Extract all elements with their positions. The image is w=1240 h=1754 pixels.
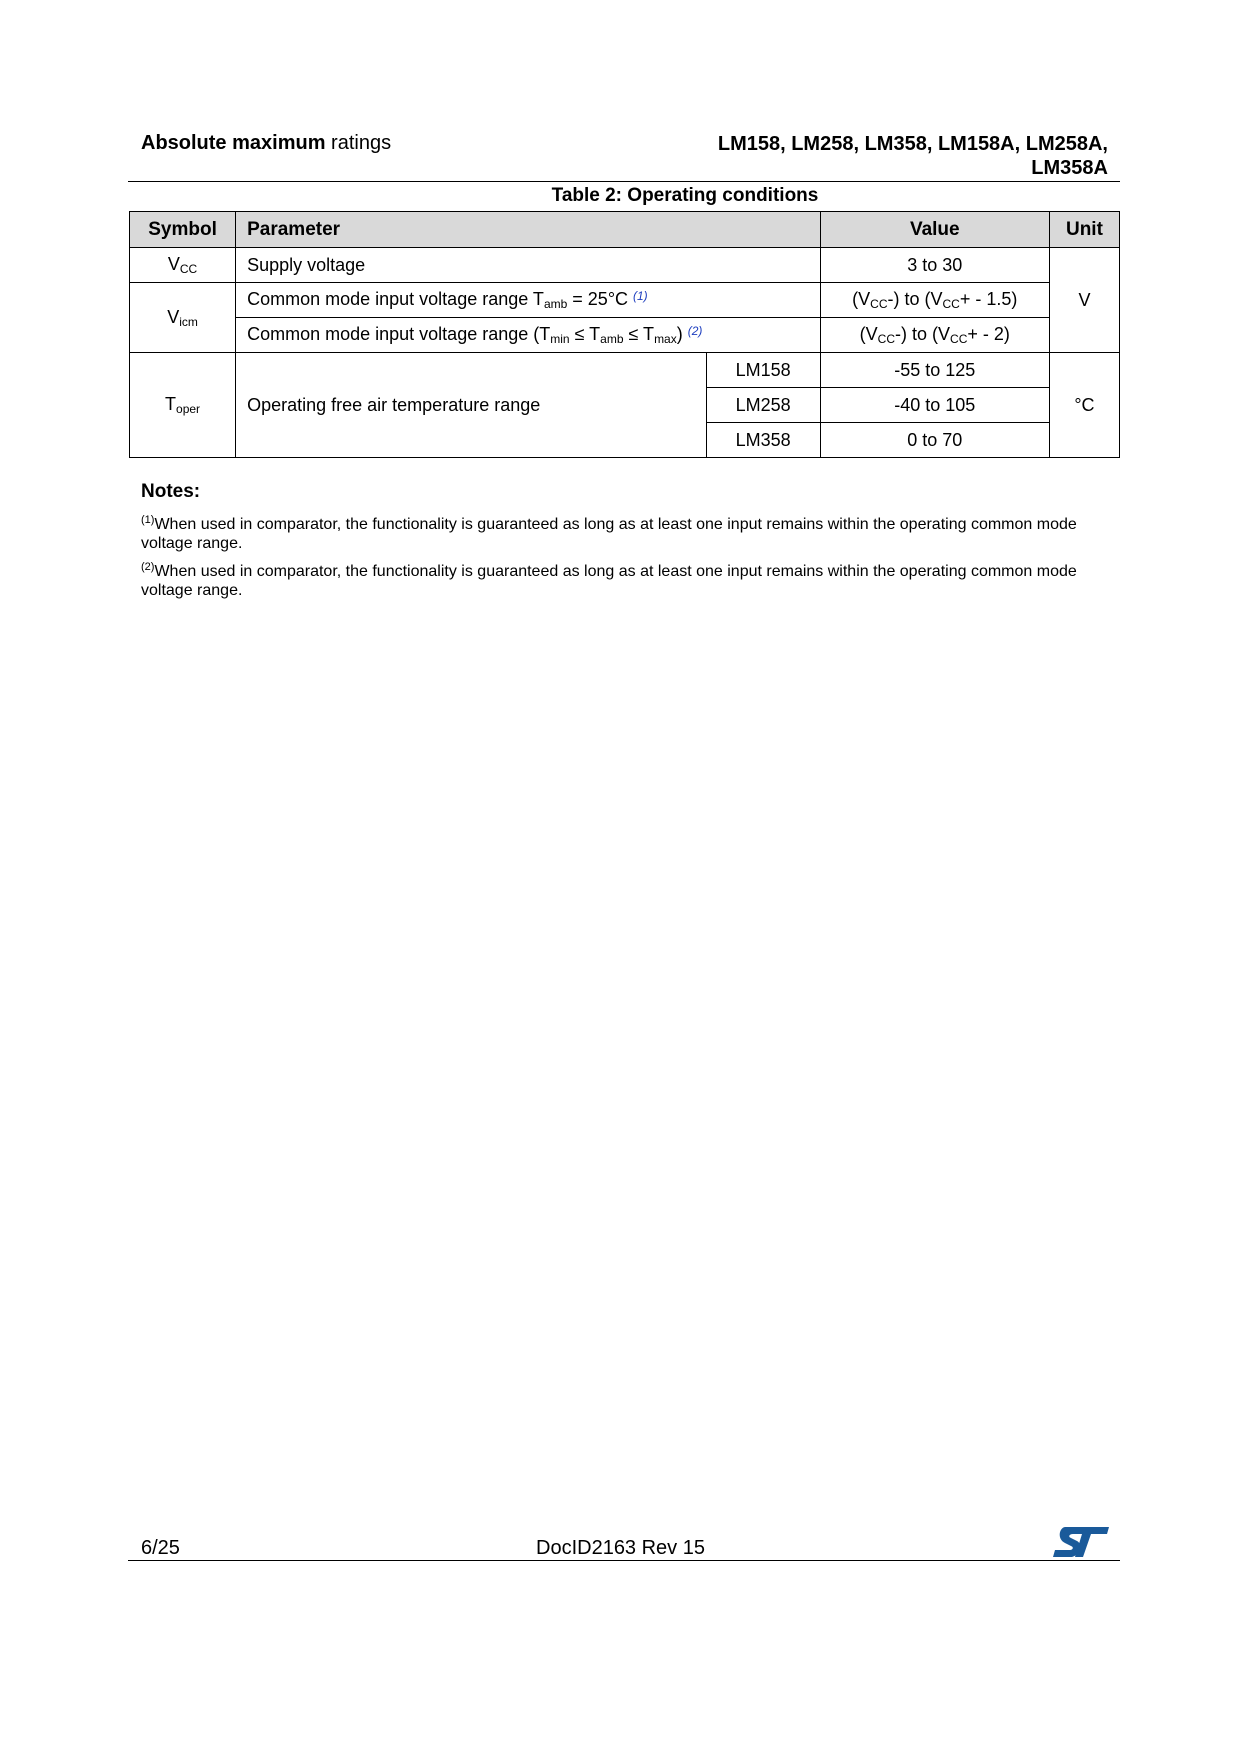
text: Common mode input voltage range (T xyxy=(247,324,551,344)
product-title-line1: LM158, LM258, LM358, LM158A, LM258A, xyxy=(717,133,1108,155)
symbol-main: V xyxy=(167,306,180,327)
device-name: LM158 xyxy=(706,353,820,388)
symbol-main: T xyxy=(165,394,177,414)
text: ≤ T xyxy=(569,324,601,344)
text: ) xyxy=(676,324,688,344)
parameter-supply-voltage: Supply voltage xyxy=(236,248,821,283)
unit-voltage: V xyxy=(1049,248,1119,353)
table-row xyxy=(130,283,1120,318)
st-logo-icon xyxy=(1051,1525,1111,1559)
doc-id: DocID2163 Rev 15 xyxy=(536,1537,705,1559)
text: + - 2) xyxy=(967,324,1010,344)
device-name: LM358 xyxy=(706,423,820,458)
section-title-rest: ratings xyxy=(325,132,392,154)
header-symbol: Symbol xyxy=(130,212,236,248)
text: -) to (V xyxy=(895,324,951,344)
parameter-cm-range-full xyxy=(236,318,821,353)
text-sub: CC xyxy=(942,297,960,311)
text-sub: max xyxy=(654,332,677,346)
note-marker: (1) xyxy=(141,514,155,526)
text: ≤ T xyxy=(623,324,655,344)
text: Common mode input voltage range T xyxy=(247,289,544,309)
device-value: 0 to 70 xyxy=(820,423,1049,458)
unit-temperature: °C xyxy=(1049,353,1119,458)
text: + - 1.5) xyxy=(959,289,1018,309)
product-title xyxy=(588,132,1108,180)
notes-title: Notes: xyxy=(141,481,201,502)
device-name: LM258 xyxy=(706,388,820,423)
text-sub: CC xyxy=(877,332,896,346)
note-text: When used in comparator, the functionality is guaranteed as long as at least one input remains within the operating common mode voltage range. xyxy=(141,516,1077,552)
device-value: -40 to 105 xyxy=(820,388,1049,423)
text-sub: CC xyxy=(870,297,888,311)
symbol-sub: icm xyxy=(179,314,198,329)
header-unit: Unit xyxy=(1049,212,1119,248)
device-value: -55 to 125 xyxy=(820,353,1049,388)
section-title-bold: Absolute maximum xyxy=(141,132,326,154)
symbol-toper xyxy=(130,353,236,458)
table-header-row xyxy=(130,212,1120,248)
text: (V xyxy=(859,324,878,344)
value-supply-voltage: 3 to 30 xyxy=(820,248,1049,283)
symbol-main: V xyxy=(167,254,180,274)
header-value: Value xyxy=(820,212,1049,248)
symbol-sub: oper xyxy=(176,402,201,416)
footer-rule xyxy=(128,1560,1120,1561)
note-ref-link[interactable]: (2) xyxy=(687,324,703,338)
product-title-line2: LM358A xyxy=(1031,157,1108,179)
header-rule xyxy=(128,181,1120,182)
note-2 xyxy=(141,558,1101,600)
table-title: Table 2: Operating conditions xyxy=(551,185,819,206)
table-row xyxy=(130,353,1120,388)
section-title xyxy=(141,132,391,155)
parameter-temperature-range: Operating free air temperature range xyxy=(236,353,706,458)
table-row xyxy=(130,318,1120,353)
note-ref-link[interactable]: (1) xyxy=(633,289,648,303)
text-sub: amb xyxy=(600,332,624,346)
note-text: When used in comparator, the functionality is guaranteed as long as at least one input remains within the operating common mode voltage range. xyxy=(141,563,1077,599)
symbol-sub: CC xyxy=(179,262,198,276)
text-sub: min xyxy=(550,332,570,346)
header-parameter: Parameter xyxy=(236,212,821,248)
note-marker: (2) xyxy=(141,561,155,573)
value-cm-range-full xyxy=(820,318,1049,353)
symbol-vcc xyxy=(130,248,236,283)
text: = 25°C xyxy=(567,289,634,309)
note-1 xyxy=(141,511,1101,553)
value-cm-range-25c xyxy=(820,283,1049,318)
text-sub: CC xyxy=(950,332,968,346)
operating-conditions-table xyxy=(129,211,1120,458)
page-number: 6/25 xyxy=(141,1537,180,1559)
text: -) to (V xyxy=(887,289,943,309)
symbol-vicm xyxy=(130,283,236,353)
text: (V xyxy=(852,289,871,309)
text-sub: amb xyxy=(543,297,568,311)
table-row xyxy=(130,248,1120,283)
parameter-cm-range-25c xyxy=(236,283,821,318)
